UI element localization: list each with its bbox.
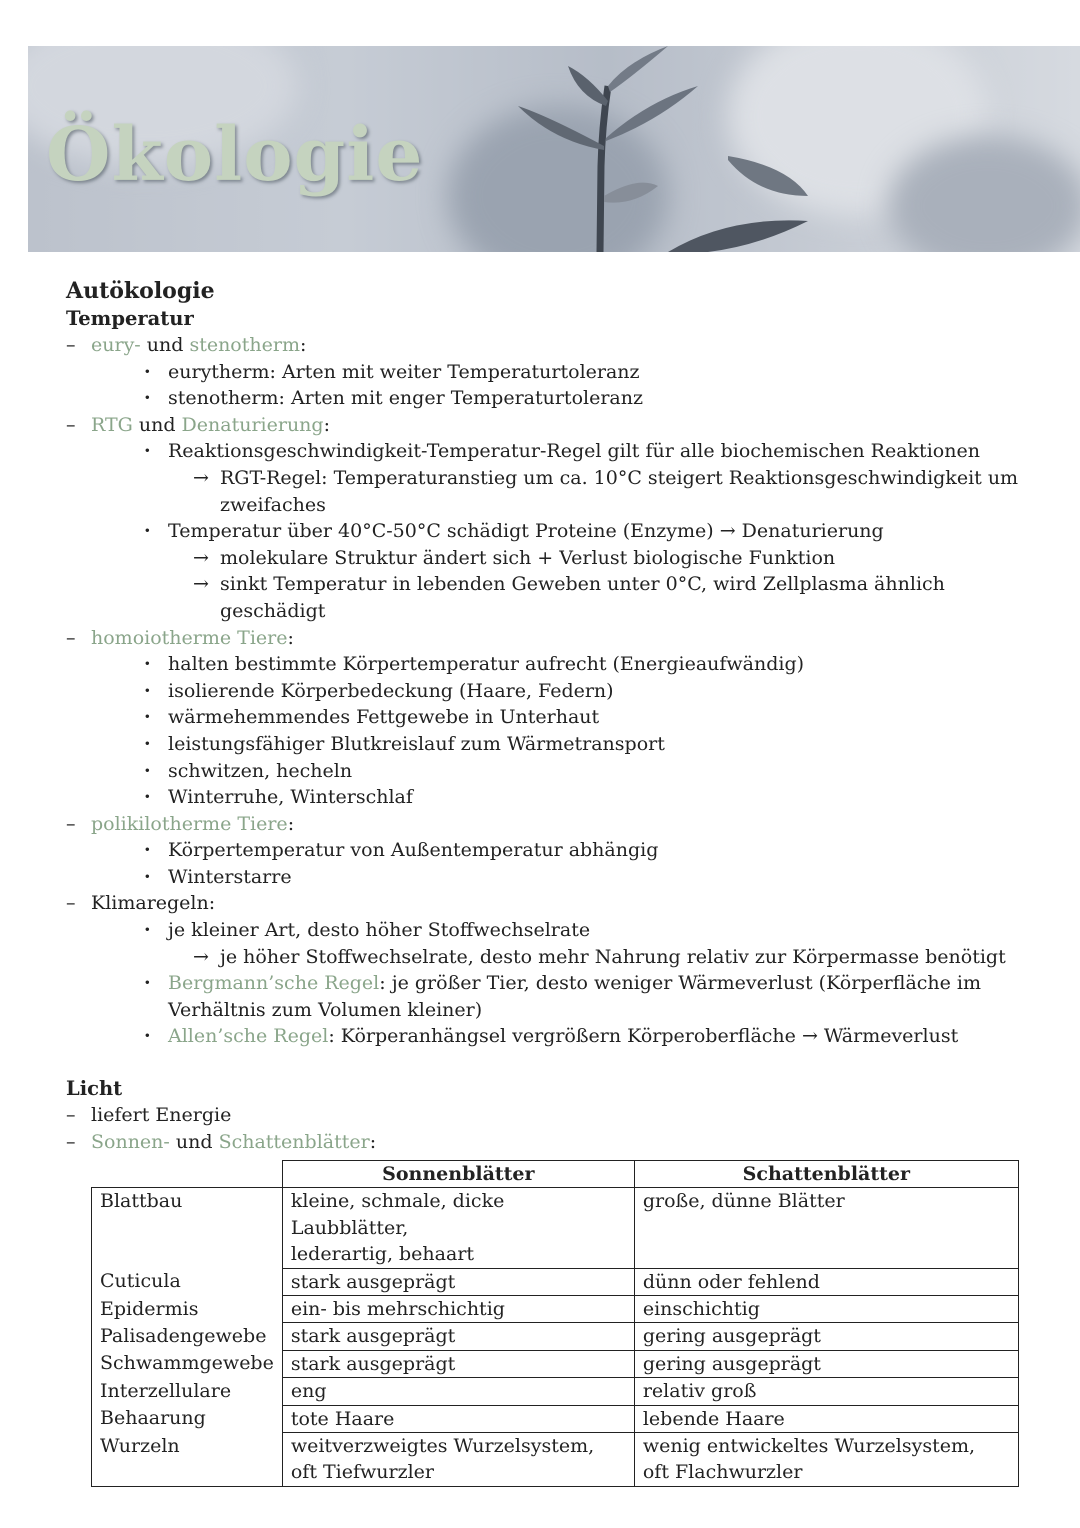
bullet-item: · isolierende Körperbedeckung (Haare, Federn)	[66, 678, 1026, 705]
column-header: Schattenblätter	[634, 1161, 1018, 1188]
table-corner	[92, 1161, 283, 1188]
bullet-item: · wärmehemmendes Fettgewebe in Unterhaut	[66, 704, 1026, 731]
arrow-item: → RGT-Regel: Temperaturanstieg um ca. 10°C steigert Reaktionsgeschwindigkeit um	[193, 466, 1019, 489]
bullet-item-allen: · Allen’sche Regel: Körperanhängsel vergrößern Körperoberfläche → Wärmeverlust	[66, 1023, 1026, 1050]
arrow-item: → molekulare Struktur ändert sich + Verlust biologische Funktion	[193, 546, 836, 569]
document-content	[66, 276, 1026, 1155]
cell-sonnenblaetter: weitverzweigtes Wurzelsystem, oft Tiefwurzler	[282, 1433, 634, 1487]
table-row	[92, 1433, 1019, 1487]
bullet-item: · je kleiner Art, desto höher Stoffwechselrate	[66, 917, 1026, 944]
bullet-item: · stenotherm: Arten mit enger Temperaturtoleranz	[66, 385, 1026, 412]
row-label: Wurzeln	[92, 1433, 283, 1487]
row-label: Epidermis	[92, 1296, 283, 1323]
bullet-item: · Reaktionsgeschwindigkeit-Temperatur-Regel gilt für alle biochemischen Reaktionen	[66, 438, 1026, 465]
list-item-blaetter: – Sonnen- und Schattenblätter:	[66, 1129, 1026, 1156]
table-row	[92, 1188, 1019, 1268]
table-row	[92, 1350, 1019, 1377]
table-row	[92, 1323, 1019, 1350]
bullet-item-bergmann: · Bergmann’sche Regel: je größer Tier, desto weniger Wärmeverlust (Körperfläche im	[66, 970, 1026, 997]
bullet-item: · halten bestimmte Körpertemperatur aufrecht (Energieaufwändig)	[66, 651, 1026, 678]
bullet-item: · schwitzen, hecheln	[66, 758, 1026, 785]
cell-sonnenblaetter: ein- bis mehrschichtig	[282, 1296, 634, 1323]
table-row	[92, 1405, 1019, 1432]
cell-schattenblaetter: einschichtig	[634, 1296, 1018, 1323]
cell-sonnenblaetter: stark ausgeprägt	[282, 1268, 634, 1295]
list-item-poikilotherm: – polikilotherme Tiere:	[66, 811, 1026, 838]
bullet-item: · Winterruhe, Winterschlaf	[66, 784, 1026, 811]
cell-sonnenblaetter: stark ausgeprägt	[282, 1350, 634, 1377]
bullet-item: · Temperatur über 40°C-50°C schädigt Proteine (Enzyme) → Denaturierung	[66, 518, 1026, 545]
comparison-table	[91, 1160, 1019, 1487]
list-item-rtg: – RTG und Denaturierung:	[66, 412, 1026, 439]
list-item-eury-stenotherm: – eury- und stenotherm:	[66, 332, 1026, 359]
bullet-item: · leistungsfähiger Blutkreislauf zum Wärmetransport	[66, 731, 1026, 758]
cell-sonnenblaetter: stark ausgeprägt	[282, 1323, 634, 1350]
cell-schattenblaetter: lebende Haare	[634, 1405, 1018, 1432]
column-header: Sonnenblätter	[282, 1161, 634, 1188]
cell-schattenblaetter: gering ausgeprägt	[634, 1350, 1018, 1377]
row-label: Behaarung	[92, 1405, 283, 1432]
section-title-temperatur: Temperatur	[66, 307, 194, 330]
bullet-item: · eurytherm: Arten mit weiter Temperaturtoleranz	[66, 359, 1026, 386]
table-row	[92, 1296, 1019, 1323]
cell-sonnenblaetter: kleine, schmale, dicke Laubblätter, lederartig, behaart	[282, 1188, 634, 1268]
banner-title: Ökologie	[46, 112, 424, 198]
section-title-licht: Licht	[66, 1077, 123, 1101]
continuation-text: geschädigt	[220, 599, 326, 622]
cell-schattenblaetter: relativ groß	[634, 1378, 1018, 1405]
cell-schattenblaetter: große, dünne Blätter	[634, 1188, 1018, 1268]
list-item-klimaregeln: – Klimaregeln:	[66, 890, 1026, 917]
row-label: Blattbau	[92, 1188, 283, 1268]
list-item-homoiotherm: – homoiotherme Tiere:	[66, 625, 1026, 652]
cell-schattenblaetter: gering ausgeprägt	[634, 1323, 1018, 1350]
continuation-text: Verhältnis zum Volumen kleiner)	[168, 998, 483, 1021]
row-label: Schwammgewebe	[92, 1350, 283, 1377]
table-body	[92, 1188, 1019, 1486]
header-banner	[28, 46, 1080, 252]
table-row	[92, 1378, 1019, 1405]
cell-schattenblaetter: dünn oder fehlend	[634, 1268, 1018, 1295]
continuation-text: zweifaches	[220, 493, 326, 516]
page-heading: Autökologie	[66, 278, 215, 304]
cell-schattenblaetter: wenig entwickeltes Wurzelsystem, oft Flachwurzler	[634, 1433, 1018, 1487]
plant-image	[508, 46, 928, 252]
cell-sonnenblaetter: tote Haare	[282, 1405, 634, 1432]
table-row	[92, 1268, 1019, 1295]
list-item-energie: – liefert Energie	[66, 1102, 1026, 1129]
row-label: Interzellulare	[92, 1378, 283, 1405]
cell-sonnenblaetter: eng	[282, 1378, 634, 1405]
bullet-item: · Winterstarre	[66, 864, 1026, 891]
arrow-item: → sinkt Temperatur in lebenden Geweben unter 0°C, wird Zellplasma ähnlich	[193, 573, 945, 596]
bullet-item: · Körpertemperatur von Außentemperatur abhängig	[66, 837, 1026, 864]
row-label: Cuticula	[92, 1268, 283, 1295]
row-label: Palisadengewebe	[92, 1323, 283, 1350]
arrow-item: → je höher Stoffwechselrate, desto mehr Nahrung relativ zur Körpermasse benötigt	[193, 945, 1006, 968]
